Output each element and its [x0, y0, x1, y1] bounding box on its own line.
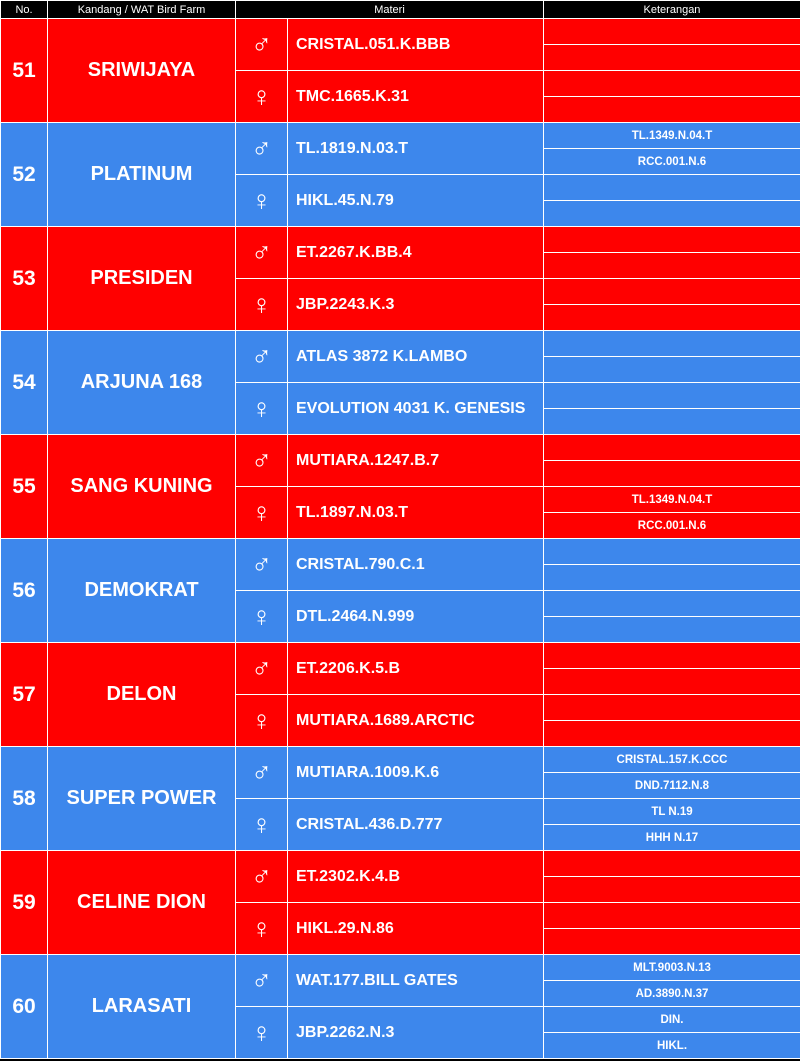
keterangan-cell: [544, 201, 800, 227]
female-symbol-icon: ♀: [236, 487, 288, 539]
female-materi: CRISTAL.436.D.777: [288, 799, 544, 851]
male-symbol-icon: ♂: [236, 123, 288, 175]
female-materi: HIKL.45.N.79: [288, 175, 544, 227]
keterangan-cell: [544, 721, 800, 747]
pair-number: 53: [1, 227, 48, 331]
keterangan-cell: [544, 643, 800, 669]
keterangan-cell: [544, 929, 800, 955]
female-symbol-icon: ♀: [236, 903, 288, 955]
keterangan-cell: [544, 175, 800, 201]
kandang-name: SRIWIJAYA: [48, 19, 236, 123]
female-symbol-icon: ♀: [236, 1007, 288, 1059]
keterangan-cell: [544, 903, 800, 929]
male-materi: CRISTAL.051.K.BBB: [288, 19, 544, 71]
kandang-name: LARASATI: [48, 955, 236, 1059]
male-materi: MUTIARA.1247.B.7: [288, 435, 544, 487]
kandang-name: SUPER POWER: [48, 747, 236, 851]
keterangan-cell: [544, 461, 800, 487]
male-symbol-icon: ♂: [236, 539, 288, 591]
keterangan-cell: [544, 539, 800, 565]
female-materi: TL.1897.N.03.T: [288, 487, 544, 539]
male-symbol-icon: ♂: [236, 331, 288, 383]
male-materi: ET.2302.K.4.B: [288, 851, 544, 903]
male-materi: TL.1819.N.03.T: [288, 123, 544, 175]
female-materi: EVOLUTION 4031 K. GENESIS: [288, 383, 544, 435]
keterangan-cell: DND.7112.N.8: [544, 773, 800, 799]
header-row: [1, 1, 800, 19]
header-no: No.: [1, 1, 48, 19]
keterangan-cell: [544, 97, 800, 123]
pair-row-54: [1, 331, 800, 357]
male-materi: WAT.177.BILL GATES: [288, 955, 544, 1007]
female-materi: TMC.1665.K.31: [288, 71, 544, 123]
header-materi: Materi: [236, 1, 544, 19]
keterangan-cell: [544, 305, 800, 331]
male-symbol-icon: ♂: [236, 851, 288, 903]
header-keterangan: Keterangan: [544, 1, 800, 19]
kandang-name: SANG KUNING: [48, 435, 236, 539]
keterangan-cell: [544, 71, 800, 97]
male-materi: ET.2206.K.5.B: [288, 643, 544, 695]
pair-number: 51: [1, 19, 48, 123]
female-symbol-icon: ♀: [236, 175, 288, 227]
keterangan-cell: [544, 877, 800, 903]
kandang-name: DEMOKRAT: [48, 539, 236, 643]
keterangan-cell: RCC.001.N.6: [544, 149, 800, 175]
keterangan-cell: [544, 357, 800, 383]
table-body: [1, 19, 800, 1059]
pair-row-55: [1, 435, 800, 461]
kandang-name: PLATINUM: [48, 123, 236, 227]
male-symbol-icon: ♂: [236, 19, 288, 71]
male-materi: CRISTAL.790.C.1: [288, 539, 544, 591]
female-symbol-icon: ♀: [236, 799, 288, 851]
male-symbol-icon: ♂: [236, 955, 288, 1007]
male-materi: ATLAS 3872 K.LAMBO: [288, 331, 544, 383]
keterangan-cell: [544, 45, 800, 71]
pair-number: 57: [1, 643, 48, 747]
female-symbol-icon: ♀: [236, 695, 288, 747]
keterangan-cell: [544, 19, 800, 45]
keterangan-cell: RCC.001.N.6: [544, 513, 800, 539]
keterangan-cell: [544, 695, 800, 721]
kandang-name: DELON: [48, 643, 236, 747]
male-symbol-icon: ♂: [236, 435, 288, 487]
male-symbol-icon: ♂: [236, 227, 288, 279]
keterangan-cell: [544, 227, 800, 253]
keterangan-cell: [544, 253, 800, 279]
keterangan-cell: [544, 331, 800, 357]
pair-row-59: [1, 851, 800, 877]
keterangan-cell: [544, 851, 800, 877]
keterangan-cell: AD.3890.N.37: [544, 981, 800, 1007]
keterangan-cell: HHH N.17: [544, 825, 800, 851]
kandang-name: CELINE DION: [48, 851, 236, 955]
male-symbol-icon: ♂: [236, 643, 288, 695]
keterangan-cell: [544, 279, 800, 305]
pair-number: 52: [1, 123, 48, 227]
pair-row-51: [1, 19, 800, 45]
pair-number: 58: [1, 747, 48, 851]
female-symbol-icon: ♀: [236, 71, 288, 123]
pair-number: 54: [1, 331, 48, 435]
keterangan-cell: [544, 383, 800, 409]
keterangan-cell: TL.1349.N.04.T: [544, 123, 800, 149]
pair-number: 55: [1, 435, 48, 539]
keterangan-cell: [544, 669, 800, 695]
female-materi: DTL.2464.N.999: [288, 591, 544, 643]
keterangan-cell: DIN.: [544, 1007, 800, 1033]
header-kandang: Kandang / WAT Bird Farm: [48, 1, 236, 19]
keterangan-cell: MLT.9003.N.13: [544, 955, 800, 981]
pair-row-57: [1, 643, 800, 669]
pair-number: 60: [1, 955, 48, 1059]
pair-row-53: [1, 227, 800, 253]
female-symbol-icon: ♀: [236, 383, 288, 435]
pair-row-60: [1, 955, 800, 981]
kandang-name: PRESIDEN: [48, 227, 236, 331]
kandang-name: ARJUNA 168: [48, 331, 236, 435]
female-materi: JBP.2262.N.3: [288, 1007, 544, 1059]
pair-row-52: [1, 123, 800, 149]
pair-row-56: [1, 539, 800, 565]
female-symbol-icon: ♀: [236, 591, 288, 643]
keterangan-cell: [544, 565, 800, 591]
female-symbol-icon: ♀: [236, 279, 288, 331]
keterangan-cell: [544, 435, 800, 461]
male-symbol-icon: ♂: [236, 747, 288, 799]
keterangan-cell: [544, 591, 800, 617]
female-materi: MUTIARA.1689.ARCTIC: [288, 695, 544, 747]
pair-number: 56: [1, 539, 48, 643]
pair-number: 59: [1, 851, 48, 955]
male-materi: ET.2267.K.BB.4: [288, 227, 544, 279]
keterangan-cell: TL N.19: [544, 799, 800, 825]
keterangan-cell: [544, 617, 800, 643]
keterangan-cell: TL.1349.N.04.T: [544, 487, 800, 513]
keterangan-cell: HIKL.: [544, 1033, 800, 1059]
male-materi: MUTIARA.1009.K.6: [288, 747, 544, 799]
pair-row-58: [1, 747, 800, 773]
female-materi: JBP.2243.K.3: [288, 279, 544, 331]
keterangan-cell: CRISTAL.157.K.CCC: [544, 747, 800, 773]
female-materi: HIKL.29.N.86: [288, 903, 544, 955]
keterangan-cell: [544, 409, 800, 435]
